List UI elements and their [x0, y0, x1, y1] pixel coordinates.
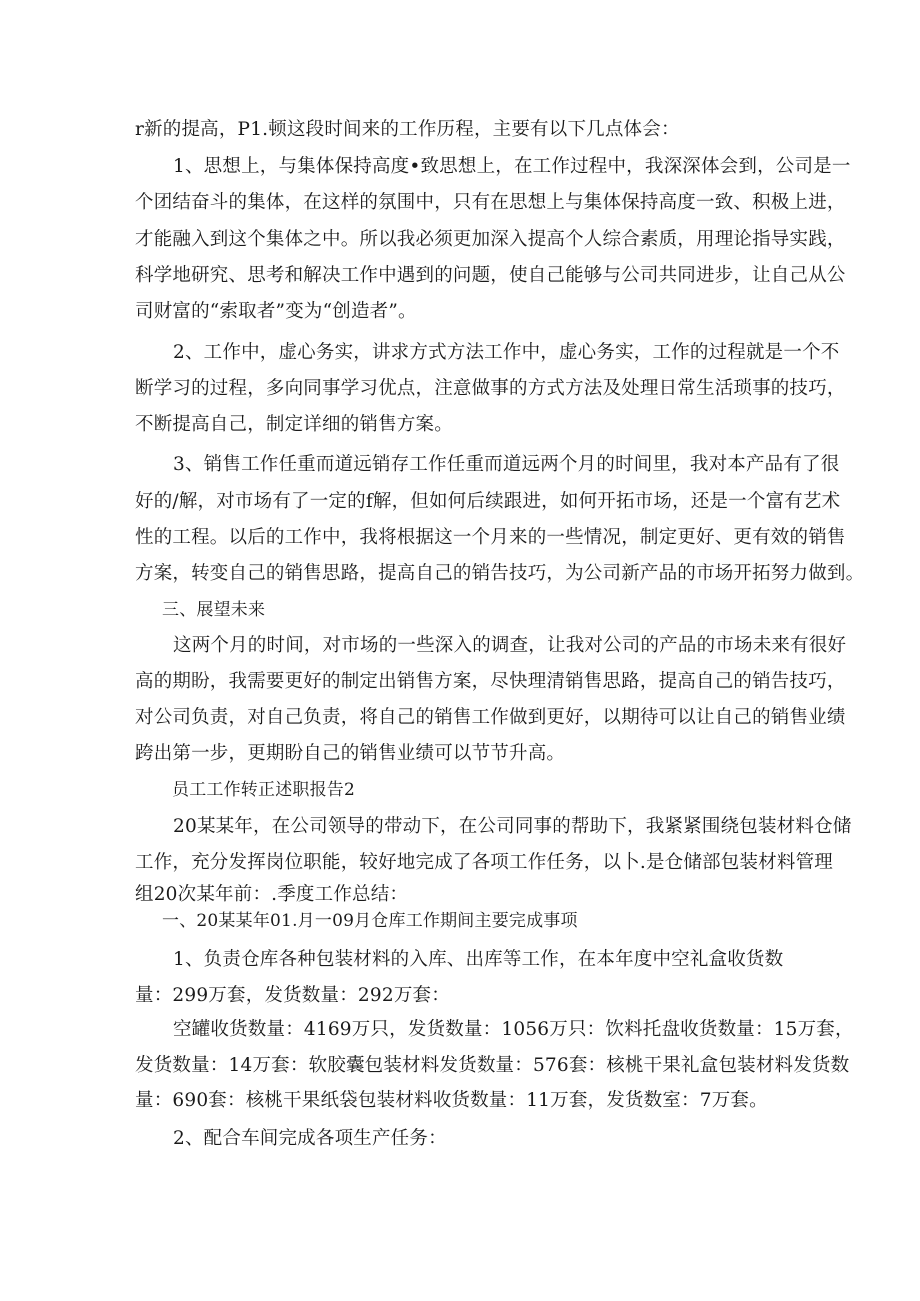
- paragraph-line: 好的/解，对市场有了一定的f解，但如何后续跟进，如何开拓市场，还是一个富有艺术: [135, 491, 841, 512]
- paragraph-line: 对公司负责，对自己负责，将自己的销售工作做到更好，以期待可以让自己的销售业绩: [135, 707, 846, 728]
- paragraph-line: 断学习的过程，多向同事学习优点，注意做事的方式方法及处理日常生活琐事的技巧，: [135, 378, 846, 399]
- paragraph-line: 发货数量：14万套：软胶囊包装材料发货数量：576套：核桃干果礼盒包装材料发货数: [135, 1055, 850, 1076]
- paragraph-line: 3、销售工作任重而道远销存工作任重而道远两个月的时间里，我对本产品有了很: [173, 454, 840, 475]
- paragraph-line: 个团结奋斗的集体，在这样的氛围中，只有在思想上与集体保持高度一致、积极上进，: [135, 192, 846, 213]
- section-heading: 三、展望未来: [162, 600, 266, 620]
- section-heading: 一、20某某年01.月一09月仓库工作期间主要完成事项: [162, 911, 578, 931]
- paragraph-line: 高的期盼，我需要更好的制定出销售方案，尽快理清销售思路，提高自己的销告技巧，: [135, 671, 846, 692]
- paragraph-line: 2、配合车间完成各项生产任务：: [173, 1128, 447, 1149]
- paragraph-line: 才能融入到这个集体之中。所以我必须更加深入提高个人综合素质，用理论指导实践，: [135, 229, 846, 250]
- paragraph-line: 这两个月的时间，对市场的一些深入的调查，让我对公司的产品的市场未来有很好: [173, 635, 847, 656]
- paragraph-line: 不断提高自己，制定详细的销售方案。: [135, 414, 453, 435]
- paragraph-line: 性的工程。以后的工作中，我将根据这一个月来的一些情况，制定更好、更有效的销售: [135, 527, 846, 548]
- paragraph-line: 量：299万套，发货数量：292万套：: [135, 985, 450, 1006]
- paragraph-line: 方案，转变自己的销售思路，提高自己的销告技巧，为公司新产品的市场开拓努力做到。: [135, 563, 865, 584]
- paragraph-line: 2、工作中，虚心务实，讲求方式方法工作中，虚心务实，工作的过程就是一个不: [173, 342, 840, 363]
- paragraph-line: 量：690套：核桃干果纸袋包装材料收货数量：11万套，发货数室：7万套。: [135, 1090, 768, 1111]
- report-title: 员工工作转正述职报告2: [172, 780, 356, 800]
- paragraph-line: r新的提高，P1.顿这段时间来的工作历程，主要有以下几点体会：: [135, 119, 680, 140]
- paragraph-line: 组20次某年前：.季度工作总结：: [135, 884, 409, 905]
- paragraph-line: 跨出第一步，更期盼自己的销售业绩可以节节升高。: [135, 743, 566, 764]
- paragraph-line: 20某某年，在公司领导的带动下，在公司同事的帮助下，我紧紧围绕包装材料仓储: [173, 816, 852, 837]
- paragraph-line: 科学地研究、思考和解决工作中遇到的问题，使自己能够与公司共同进步，让自己从公: [135, 265, 846, 286]
- paragraph-line: 1、思想上，与集体保持高度•致思想上，在工作过程中，我深深体会到，公司是一: [173, 156, 851, 177]
- paragraph-line: 1、负责仓库各种包装材料的入库、出库等工作，在本年度中空礼盒收货数: [173, 949, 784, 970]
- paragraph-line: 司财富的“索取者”变为“创造者”。: [135, 301, 417, 322]
- paragraph-line: 空罐收货数量：4169万只，发货数量：1056万只：饮料托盘收货数量：15万套，: [173, 1019, 854, 1040]
- paragraph-line: 工作，充分发挥岗位职能，较好地完成了各项工作任务，以卜.是仓储部包装材料管理: [135, 852, 833, 873]
